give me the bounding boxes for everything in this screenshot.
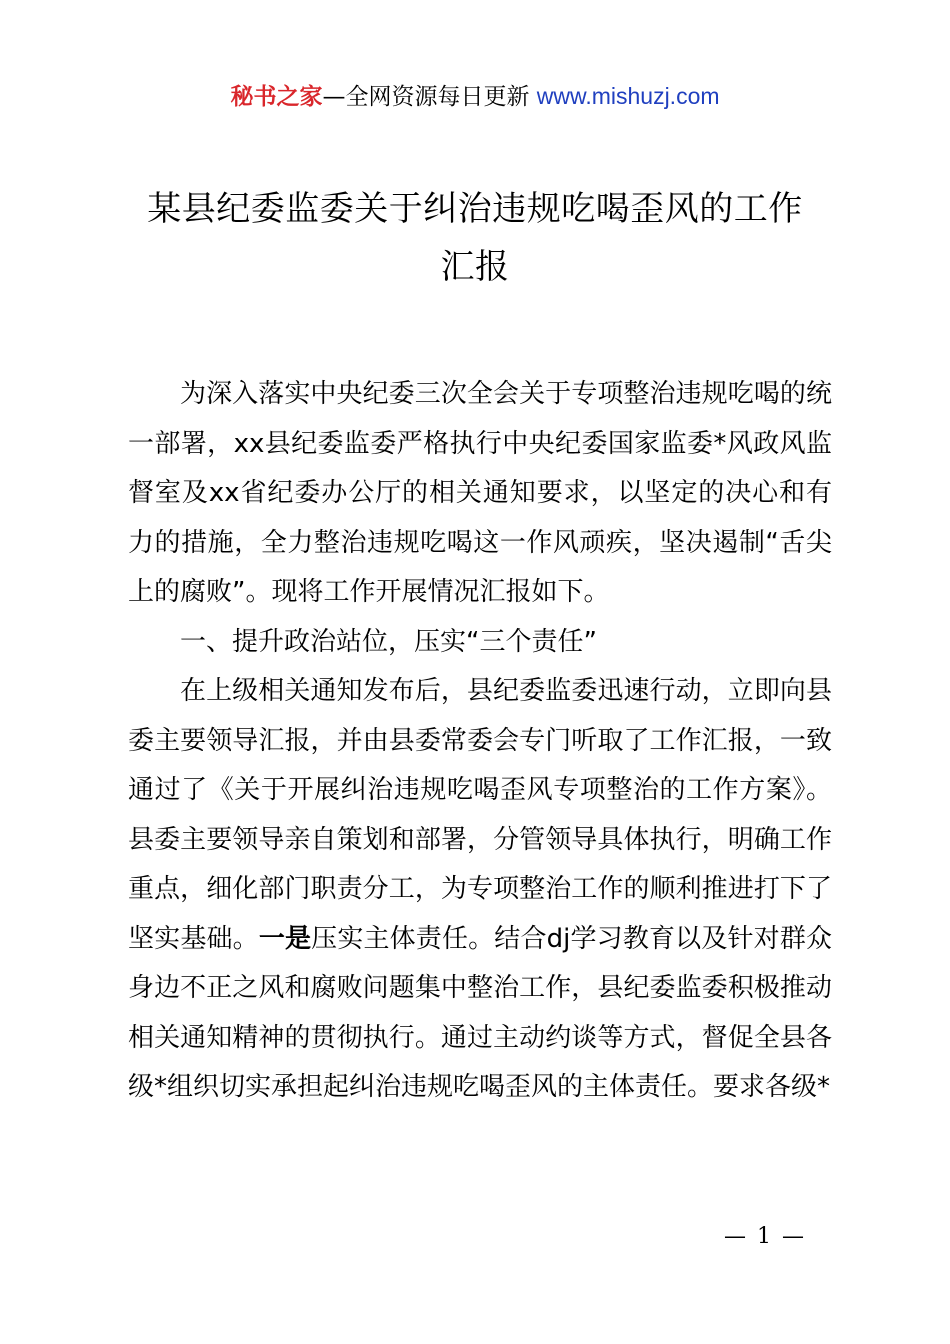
section-heading-1: 一、提升政治站位，压实“三个责任” [180,626,597,657]
title-line-1: 某县纪委监委关于纠治违规吃喝歪风的工作 [147,189,803,229]
site-url-link[interactable]: www.mishuzj.com [536,83,720,109]
section-1-text-start: 在上级相关通知发布后，县纪委监委迅速行动，立即向县委主要领导汇报，并由县委常委会专门听取了工作汇报，一致通过了《关于开展纠治违规吃喝歪风专项整治的工作方案》。县委主要领导亲自策划和部署，分管领导具体执行，明确工作重点，细化部门职责分工，为专项整治工作的顺利推进打下了坚实基础。 [128,676,832,954]
page-number: — 1 — [724,1224,806,1249]
document-body [128,370,832,1113]
intro-paragraph: 为深入落实中央纪委三次全会关于专项整治违规吃喝的统一部署，xx县纪委监委严格执行中央纪委国家监委*风政风监督室及xx省纪委办公厅的相关通知要求，以坚定的决心和有力的措施，全力整治违规吃喝这一作风顽疾，坚决遏制“舌尖上的腐败”。现将工作开展情况汇报如下。 [128,379,832,607]
site-banner [0,80,950,113]
section-1-paragraph [128,667,832,1113]
banner-tagline: —全网资源每日更新 [322,84,537,110]
section-1-text-rest: 压实主体责任。结合dj学习教育以及针对群众身边不正之风和腐败问题集中整治工作，县纪委监委积极推动相关通知精神的贯彻执行。通过主动约谈等方式，督促全县各级*组织切实承担起纠治违规吃喝歪风的主体责任。要求各级* [128,923,832,1102]
section-1-lead-label: 一是 [258,923,312,954]
brand-name: 秘书之家 [230,84,323,110]
title-line-2: 汇报 [440,247,510,287]
document-title [120,180,830,296]
